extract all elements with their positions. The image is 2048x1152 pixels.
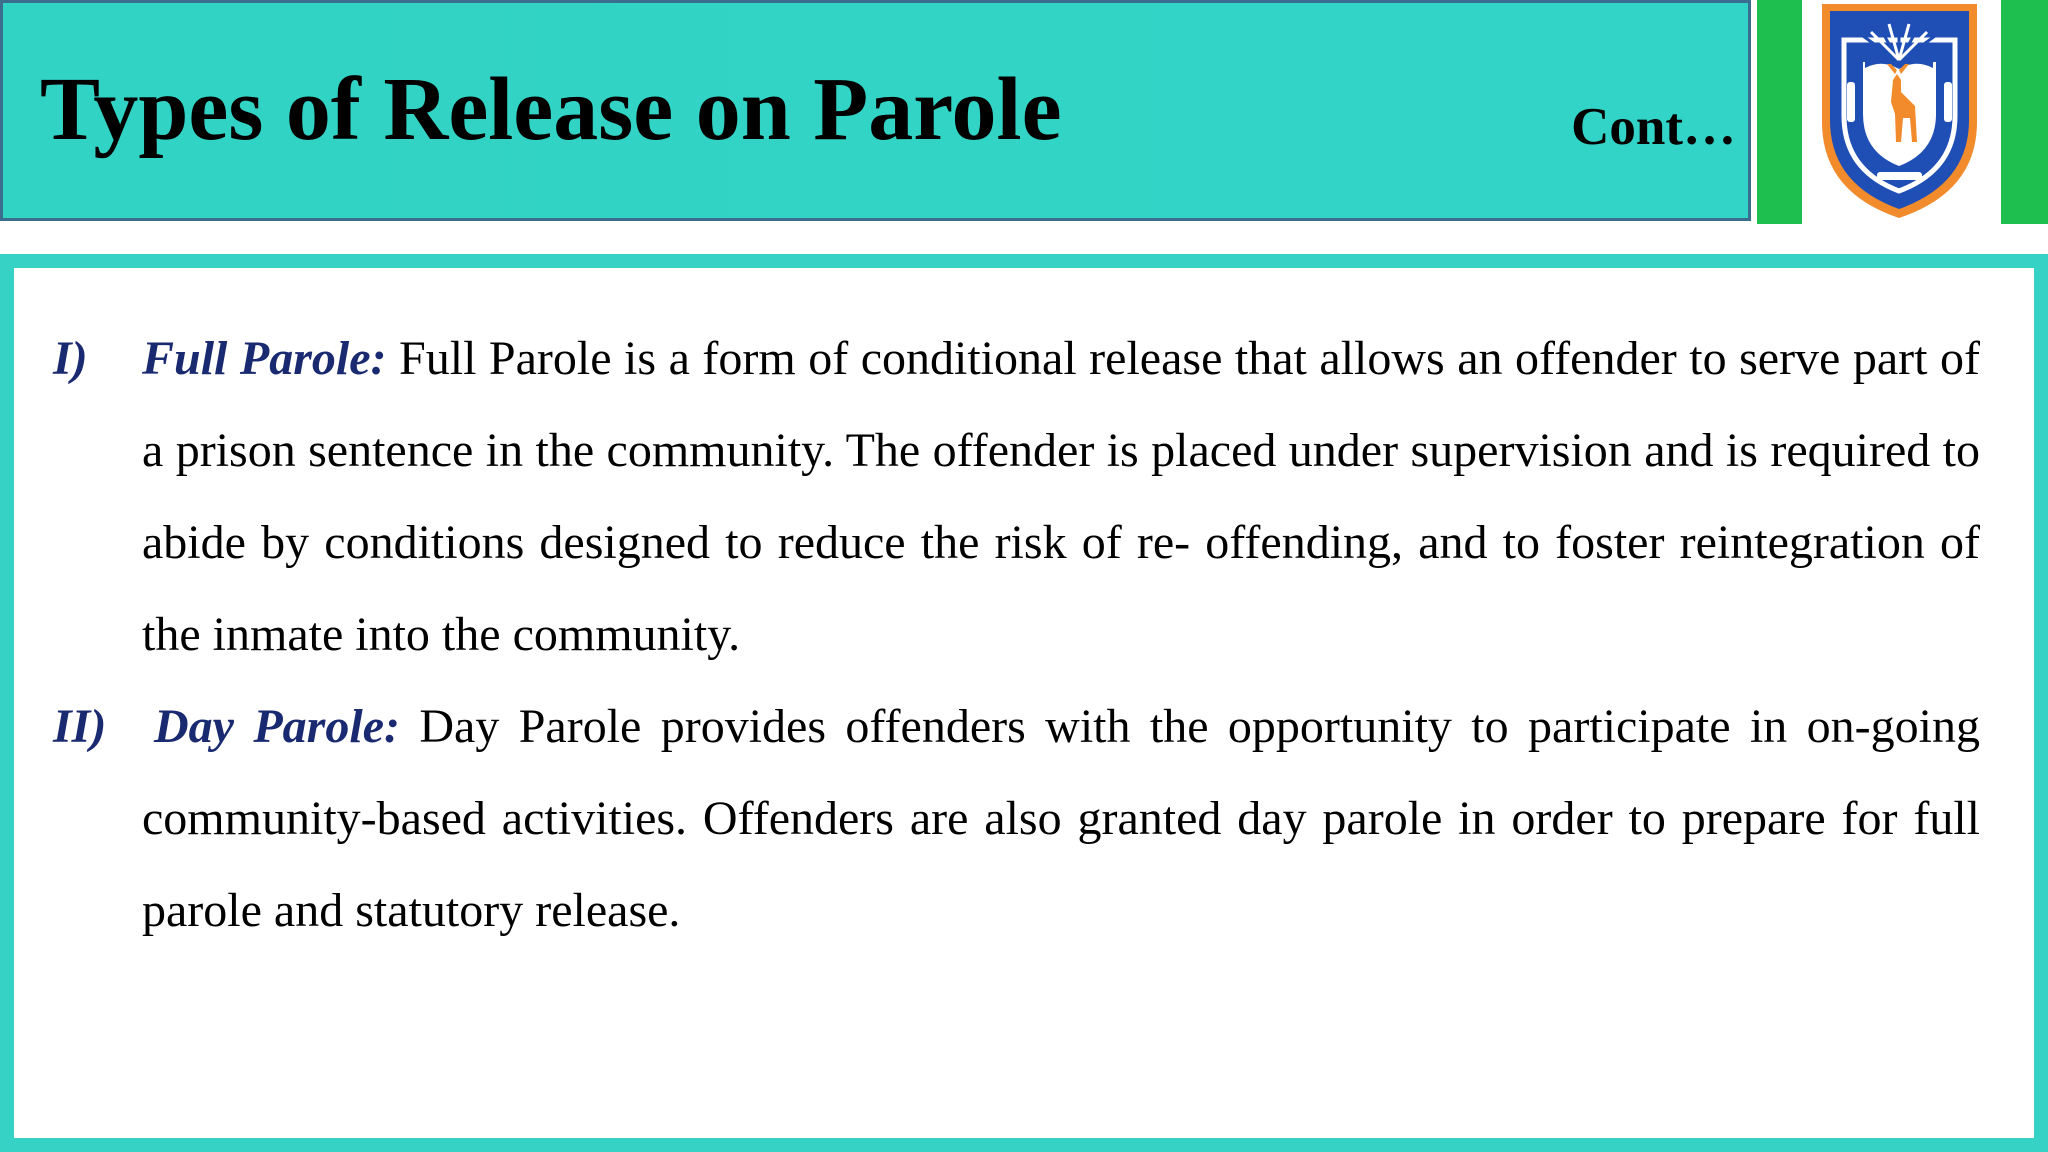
item-term: Day Parole: <box>154 700 400 753</box>
header-bar <box>0 0 1751 221</box>
university-emblem-icon <box>1817 2 1982 220</box>
item-number: II) <box>53 700 107 753</box>
list-item-full-parole <box>53 313 1980 681</box>
item-text: Full Parole is a form of conditional release that allows an offender to serve part of a prison sentence in the community. The offender is placed under supervision and is required to abide by conditions designed to reduce the risk of re- offending, and to foster reintegration of the inmate into the community. <box>142 332 1980 661</box>
item-text: Day Parole provides offenders with the opportunity to participate in on-going community-based activities. Offenders are also granted day parole in order to prepare for full parole and statutory release. <box>142 700 1981 937</box>
list-item-day-parole <box>53 681 1981 957</box>
green-stripe-left <box>1757 0 1802 224</box>
item-number: I) <box>53 332 88 385</box>
continued-label: Cont… <box>1571 98 1736 156</box>
green-stripe-right <box>2001 0 2048 224</box>
item-term: Full Parole: <box>142 332 387 385</box>
logo-band <box>1757 0 2048 224</box>
slide-title: Types of Release on Parole <box>40 60 1062 159</box>
